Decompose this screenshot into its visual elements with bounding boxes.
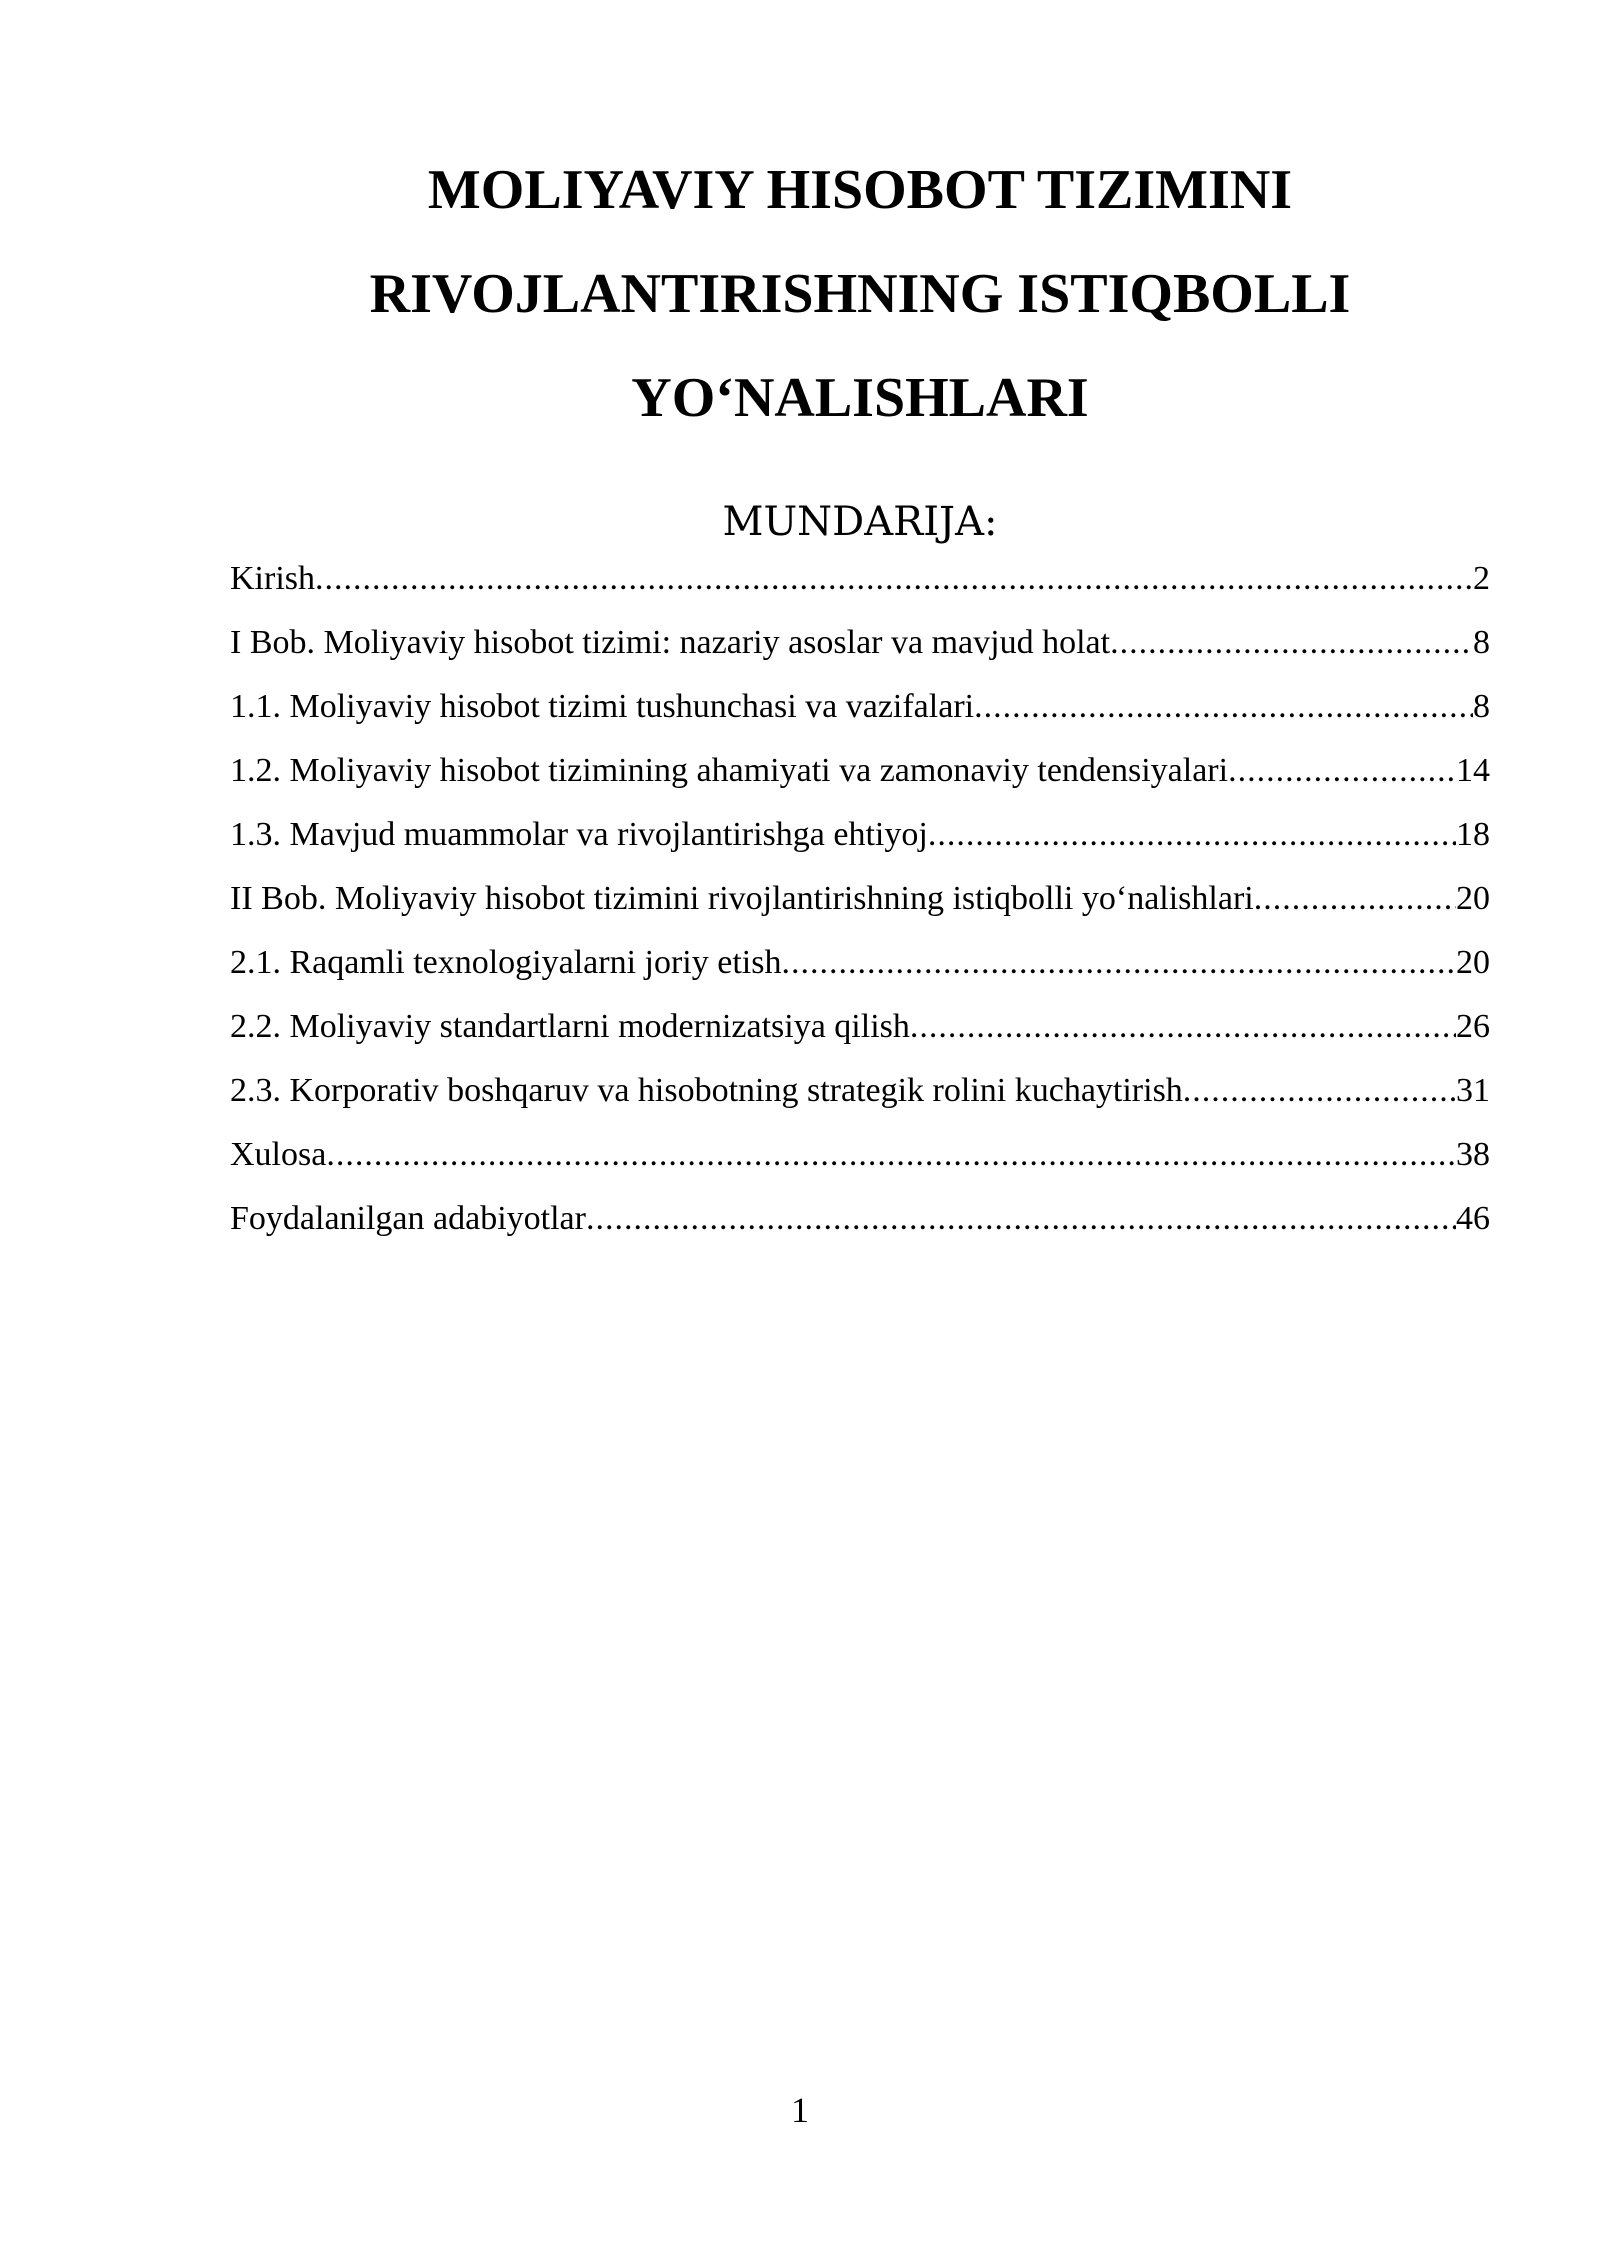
toc-entry-page: 8 [1473,624,1490,661]
toc-entry-kirish[interactable] [230,547,1490,611]
toc-entry-page: 38 [1456,1136,1490,1173]
toc-entry-1-1[interactable] [230,675,1490,739]
toc-entry-label: 1.3. Mavjud muammolar va rivojlantirishga ehtiyoj [230,816,928,853]
dot-leader [1183,1059,1456,1123]
dot-leader [315,547,1473,611]
toc-entry-2-1[interactable] [230,931,1490,995]
dot-leader [1254,867,1456,931]
toc-entry-label: Foydalanilgan adabiyotlar [230,1200,586,1237]
dot-leader [974,675,1473,739]
toc-entry-adabiyotlar[interactable] [230,1187,1490,1251]
dot-leader [910,995,1456,1059]
toc-entry-page: 18 [1456,816,1490,853]
toc-entry-label: 2.2. Moliyaviy standartlarni modernizatsiya qilish [230,1008,910,1045]
toc-entry-page: 46 [1456,1200,1490,1237]
toc-entry-page: 31 [1456,1072,1490,1109]
dot-leader [781,931,1456,995]
dot-leader [1110,611,1473,675]
toc-entry-label: 1.2. Moliyaviy hisobot tizimining ahamiyati va zamonaviy tendensiyalari [230,752,1229,789]
toc-entry-bob-2[interactable] [230,867,1490,931]
dot-leader [586,1187,1456,1251]
toc-entry-label: Xulosa [230,1136,327,1173]
toc-entry-label: 2.1. Raqamli texnologiyalarni joriy etish [230,944,782,981]
toc-heading: MUNDARIJA: [722,499,998,545]
title-line: RIVOJLANTIRISHNING ISTIQBOLLI [369,263,1351,325]
toc-entry-label: I Bob. Moliyaviy hisobot tizimi: nazariy asoslar va mavjud holat [230,624,1111,661]
title-line: MOLIYAVIY HISOBOT TIZIMINI [427,159,1293,221]
toc-entry-page: 20 [1456,880,1490,917]
toc-entry-page: 2 [1473,560,1490,597]
toc-entry-label: 2.3. Korporativ boshqaruv va hisobotning strategik rolini kuchaytirish [230,1072,1183,1109]
toc-entry-label: Kirish [230,560,315,597]
toc-entry-label: 1.1. Moliyaviy hisobot tizimi tushunchasi va vazifalari [230,688,975,725]
toc-entry-label: II Bob. Moliyaviy hisobot tizimini rivojlantirishning istiqbolli yo‘nalishlari [230,880,1254,917]
dot-leader [326,1123,1456,1187]
toc-entry-1-3[interactable] [230,803,1490,867]
page-number: 1 [791,2090,809,2130]
title-line: YO‘NALISHLARI [631,367,1089,429]
toc-entry-2-3[interactable] [230,1059,1490,1123]
toc-entry-2-2[interactable] [230,995,1490,1059]
toc-entry-page: 8 [1473,688,1490,725]
toc-entry-xulosa[interactable] [230,1123,1490,1187]
table-of-contents [230,547,1490,1251]
document-title [230,138,1490,450]
dot-leader [928,803,1456,867]
toc-entry-1-2[interactable] [230,739,1490,803]
toc-entry-page: 26 [1456,1008,1490,1045]
dot-leader [1228,739,1456,803]
toc-entry-page: 20 [1456,944,1490,981]
toc-entry-bob-1[interactable] [230,611,1490,675]
toc-entry-page: 14 [1456,752,1490,789]
